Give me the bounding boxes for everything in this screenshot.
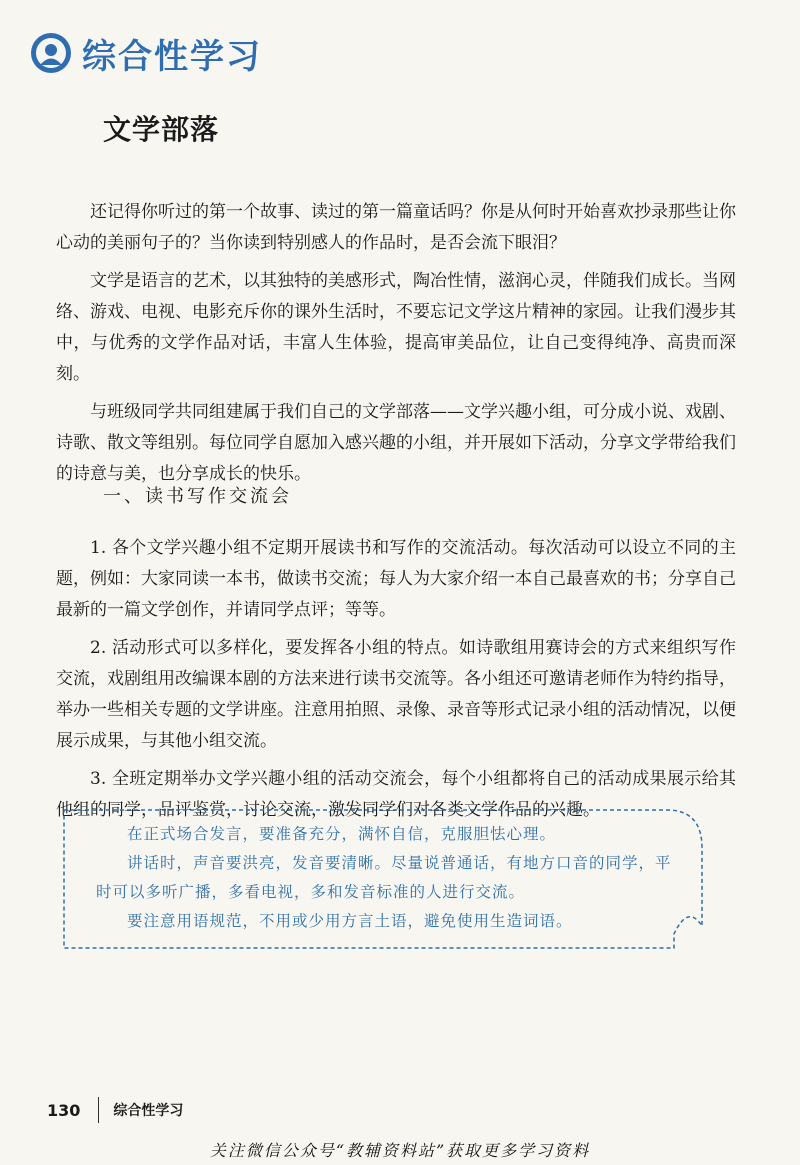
page-number: 130	[47, 1100, 81, 1120]
intro-paragraph: 还记得你听过的第一个故事、读过的第一篇童话吗？你是从何时开始喜欢抄录那些让你心动的美丽句子的？当你读到特别感人的作品时，是否会流下眼泪？	[56, 202, 736, 253]
activity-list	[56, 533, 736, 833]
watermark-text: 关注微信公众号“教辅资料站”获取更多学习资料	[209, 1141, 591, 1160]
activity-item: 1. 各个文学兴趣小组不定期开展读书和写作的交流活动。每次活动可以设立不同的主题，例如：大家同读一本书，做读书交流；每人为大家介绍一本自己最喜欢的书；分享自己最新的一篇文学创作，并请同学点评；等等。	[56, 538, 736, 620]
tip-box	[62, 808, 704, 950]
intro-paragraph: 文学是语言的艺术，以其独特的美感形式，陶冶性情，滋润心灵，伴随我们成长。当网络、游戏、电视、电影充斥你的课外生活时，不要忘记文学这片精神的家园。让我们漫步其中，与优秀的文学作品对话，丰富人生体验，提高审美品位，让自己变得纯净、高贵而深刻。	[56, 271, 736, 384]
section-title: 综合性学习	[82, 36, 262, 77]
page-header	[30, 30, 262, 76]
page-footer	[47, 1097, 183, 1123]
person-circle-icon	[30, 32, 72, 74]
lesson-title: 文学部落	[103, 113, 220, 146]
footer-divider	[98, 1097, 99, 1123]
intro-text	[56, 197, 736, 497]
activity-item: 3. 全班定期举办文学兴趣小组的活动交流会，每个小组都将自己的活动成果展示给其他组的同学，品评鉴赏，讨论交流，激发同学们对各类文学作品的兴趣。	[56, 769, 736, 820]
intro-paragraph: 与班级同学共同组建属于我们自己的文学部落——文学兴趣小组，可分成小说、戏剧、诗歌、散文等组别。每位同学自愿加入感兴趣的小组，并开展如下活动，分享文学带给我们的诗意与美，也分享成长的快乐。	[56, 402, 736, 484]
tip-line: 讲话时，声音要洪亮，发音要清晰。尽量说普通话，有地方口音的同学，平时可以多听广播，多看电视，多和发音标准的人进行交流。	[96, 854, 672, 901]
footer-section-name: 综合性学习	[113, 1103, 184, 1119]
activity-item: 2. 活动形式可以多样化，要发挥各小组的特点。如诗歌组用赛诗会的方式来组织写作交流，戏剧组用改编课本剧的方法来进行读书交流等。各小组还可邀请老师作为特约指导，举办一些相关专题的文学讲座。注意用拍照、录像、录音等形式记录小组的活动情况，以便展示成果，与其他小组交流。	[56, 638, 736, 751]
tip-line: 要注意用语规范，不用或少用方言土语，避免使用生造词语。	[127, 912, 573, 930]
tip-text	[96, 820, 684, 936]
section-heading: 一、读书写作交流会	[103, 486, 292, 507]
tip-line: 在正式场合发言，要准备充分，满怀自信，克服胆怯心理。	[127, 825, 557, 843]
